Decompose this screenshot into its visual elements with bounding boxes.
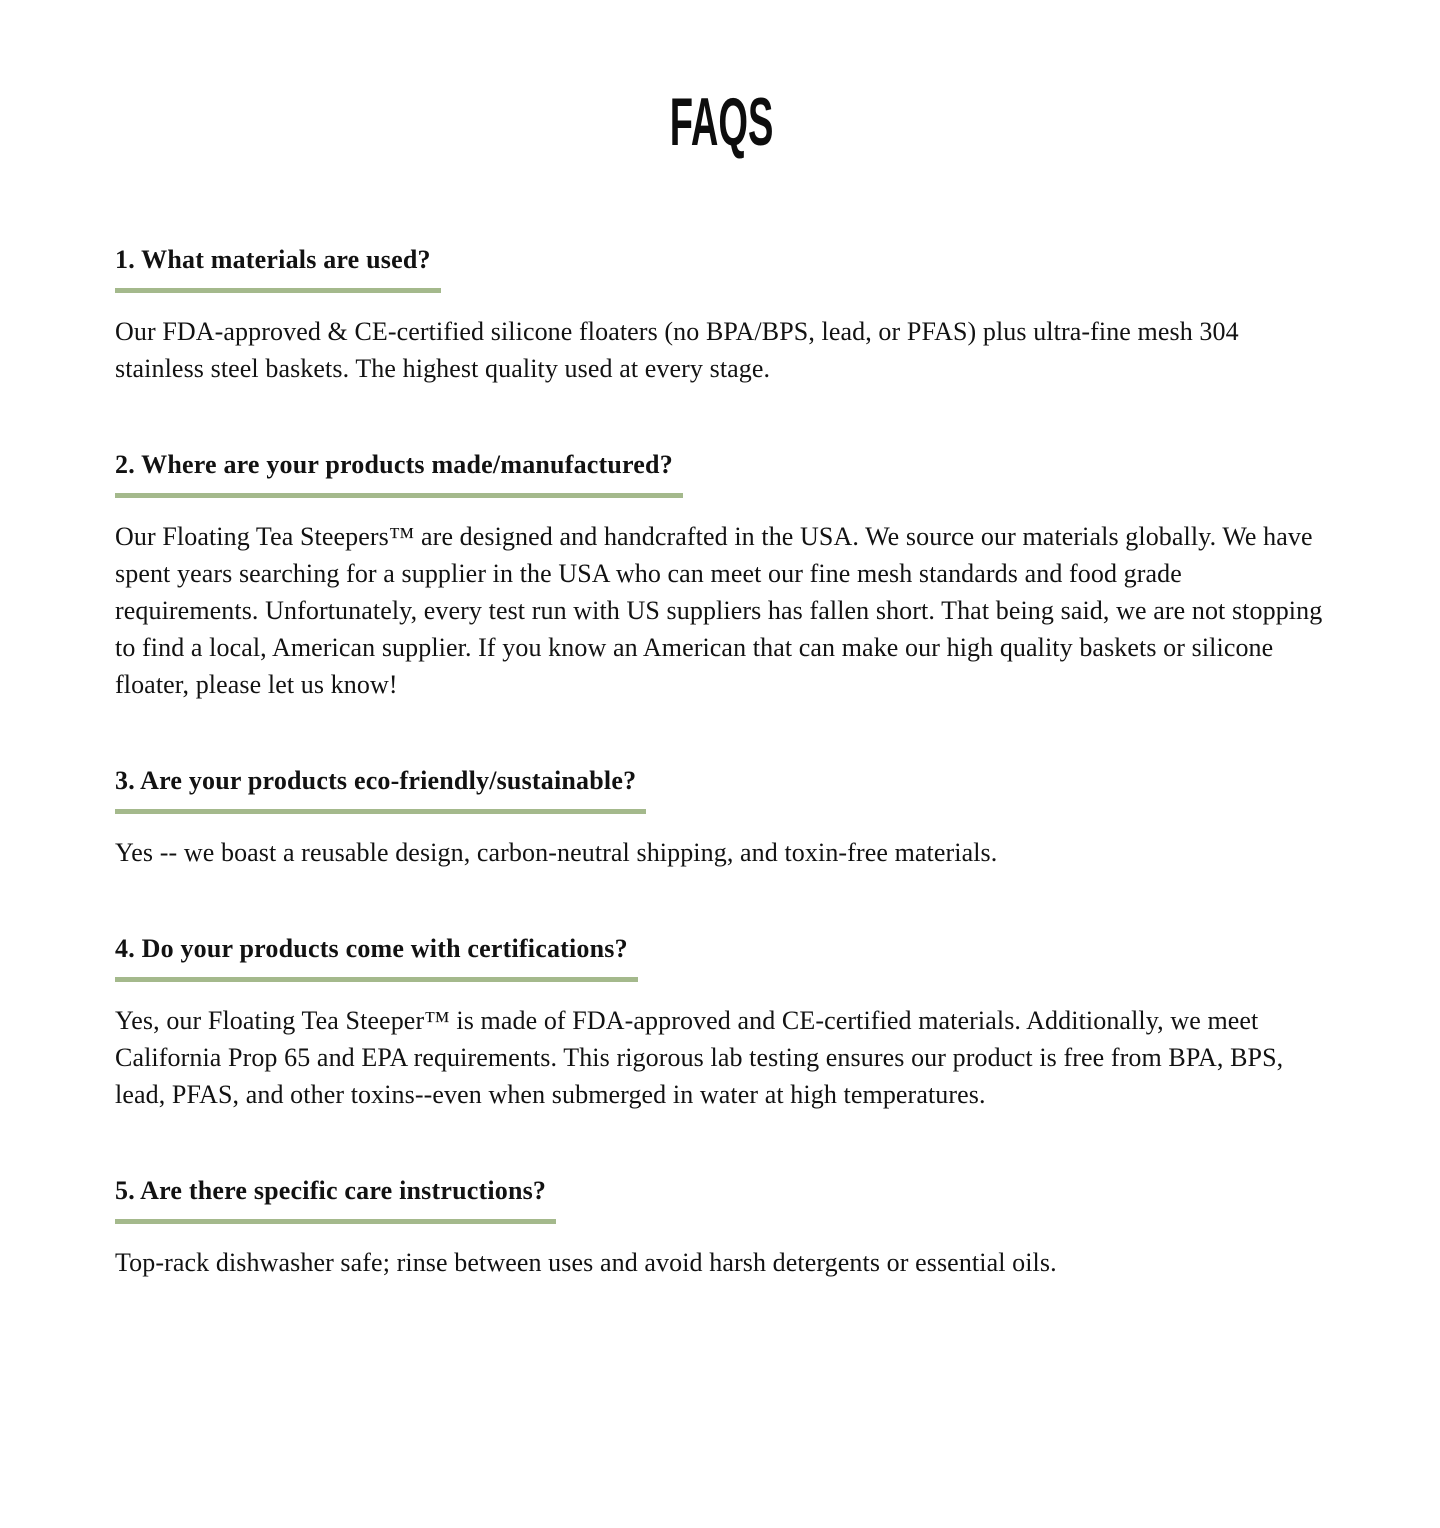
faq-item-5 bbox=[115, 1173, 1328, 1281]
page-title bbox=[115, 84, 1328, 160]
faq-question-5: 5. Are there specific care instructions? bbox=[115, 1173, 556, 1224]
faq-answer-4: Yes, our Floating Tea Steeper™ is made of FDA-approved and CE-certified materials. Additionally, we meet California Prop 65 and EPA requirements. This rigorous lab testing ensures our product is free from BPA, BPS, lead, PFAS, and other toxins--even when submerged in water at high temperatures. bbox=[115, 1006, 1284, 1109]
faq-item-2 bbox=[115, 447, 1328, 703]
faq-question-3: 3. Are your products eco-friendly/sustainable? bbox=[115, 763, 646, 814]
faq-item-3 bbox=[115, 763, 1328, 871]
faq-page bbox=[0, 84, 1440, 1281]
faq-answer-5: Top-rack dishwasher safe; rinse between uses and avoid harsh detergents or essential oils. bbox=[115, 1248, 1057, 1277]
faq-item-1 bbox=[115, 242, 1328, 387]
faq-answer-2: Our Floating Tea Steepers™ are designed and handcrafted in the USA. We source our materials globally. We have spent years searching for a supplier in the USA who can meet our fine mesh standards and food grade requirements. Unfortunately, every test run with US suppliers has fallen short. That being said, we are not stopping to find a local, American supplier. If you know an American that can make our high quality baskets or silicone floater, please let us know! bbox=[115, 522, 1323, 699]
page-title-text: FAQS bbox=[669, 84, 774, 160]
faq-question-2: 2. Where are your products made/manufactured? bbox=[115, 447, 683, 498]
faq-item-4 bbox=[115, 931, 1328, 1113]
faq-question-1: 1. What materials are used? bbox=[115, 242, 441, 293]
faq-question-4: 4. Do your products come with certifications? bbox=[115, 931, 638, 982]
faq-answer-1: Our FDA-approved & CE-certified silicone floaters (no BPA/BPS, lead, or PFAS) plus ultra-fine mesh 304 stainless steel baskets. The highest quality used at every stage. bbox=[115, 317, 1239, 383]
faq-answer-3: Yes -- we boast a reusable design, carbon-neutral shipping, and toxin-free materials. bbox=[115, 838, 998, 867]
